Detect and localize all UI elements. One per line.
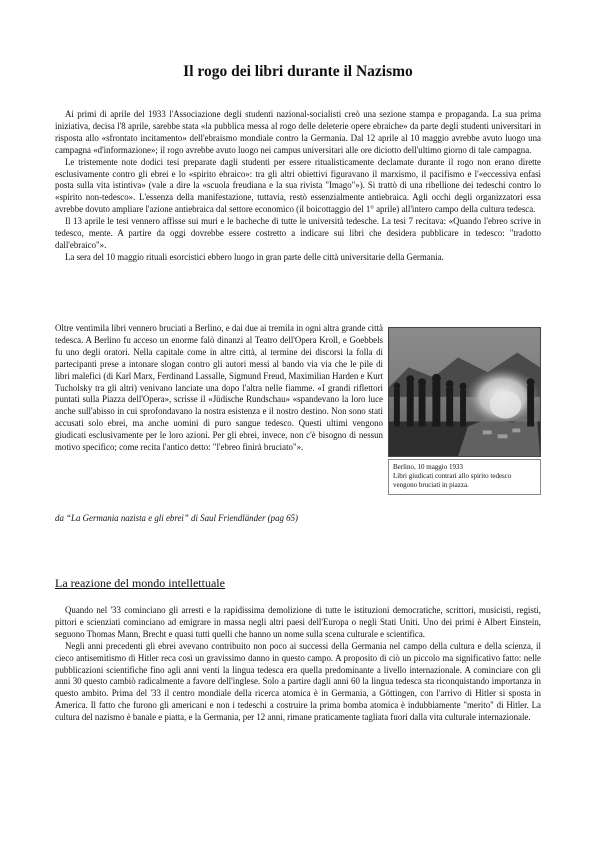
caption-line: Libri giudicati contrari allo spirito tedesco vengono bruciati in piazza.: [393, 472, 512, 489]
photo-caption: [388, 459, 541, 495]
page-title: Il rogo dei libri durante il Nazismo: [183, 63, 413, 80]
intro-paragraph: La sera del 10 maggio rituali esorcistici ebbero luogo in gran parte delle città universitarie della Germania.: [65, 251, 444, 262]
photo-figure: [388, 327, 541, 495]
intro-text: [55, 109, 541, 264]
intro-paragraph: Ai primi di aprile del 1933 l'Associazione degli studenti nazional-socialisti creò una sezione stampa e propaganda. La sua prima iniziativa, decisa l'8 aprile, sarebbe stata «la pubblica messa al rogo delle deleterie opere ebraiche» da parte degli studenti universitari in risposta allo «sfrontato incitamento» dell'ebraismo mondiale contro la Germania. Dal 12 aprile al 10 maggio avrebbe avuto luogo una campagna «d'informazione»; il rogo avrebbe avuto luogo nei campus universitari alle ore diciotto dell'ultimo giorno di tale campagna.: [55, 109, 541, 155]
caption-line: Berlino, 10 maggio 1933: [393, 463, 463, 471]
intro-paragraph: Le tristemente note dodici tesi preparate dagli studenti per essere ritualisticamente declamate durante il rogo non erano dirette esclusivamente contro gli ebrei e lo «spirito ebraico»: tra gli altri obiettivi figuravano il marxismo, il pacifismo e l'«eccessiva enfasi posta sulla vita istintiva» (vale a dire la «scuola freudiana e la sua rivista "Imago"»). Si trattò di una ribellione dei tedeschi contro lo «spirito non-tedesco». L'essenza della manifestazione, tuttavia, restò essenzialmente antiebraica. Agli occhi degli organizzatori essa avrebbe dovuto ampliare l'azione antiebraica dal settore economico (il boicottaggio del 1° aprile) all'intero campo della cultura tedesca.: [55, 156, 541, 215]
source-citation: da “La Germania nazista e gli ebrei” di Saul Friendländer (pag 65): [55, 513, 298, 523]
section-paragraph: Quando nel '33 cominciano gli arresti e la rapidissima demolizione di tutte le istituzioni democratiche, scrittori, musicisti, registi, pittori e scienziati cominciano ad emigrare in massa negli altri paesi dell'Europa o negli Stati Uniti. Uno dei primi è Albert Einstein, seguono Thomas Mann, Brecht e quasi tutti quelli che hanno un nome sulla scena culturale e scientifica.: [55, 605, 541, 639]
section-text: [55, 605, 541, 724]
wrapped-text-column: [55, 323, 383, 454]
section-heading: La reazione del mondo intellettuale: [55, 576, 225, 590]
intro-paragraph: Il 13 aprile le tesi vennero affisse sui muri e le bacheche di tutte le università tedesche. La tesi 7 recitava: «Quando l'ebreo scrive in tedesco, mente. A partire da oggi dovrebbe essere costretto a indicare sui libri che desidera pubblicare in tedesco: "tradotto dall'ebraico"».: [55, 216, 541, 250]
berlin-paragraph: Oltre ventimila libri vennero bruciati a Berlino, e dai due ai tremila in ogni altra grande città tedesca. A Berlino fu acceso un enorme falò dinanzi al Teatro dell'Opera Kroll, e Goebbels fu uno degli oratori. Nella capitale come in altre città, al termine dei discorsi la folla di partecipanti prese a intonare slogan contro gli autori messi al bando via via che le pile di libri malefici (di Karl Marx, Ferdinand Lassalle, Sigmund Freud, Maximilian Harden e Kurt Tucholsky tra gli altri) venivano lanciate una dopo l'altra nelle fiamme. «I grandi riflettori puntati sulla Piazza dell'Opera», scrisse il «Jüdische Rundschau» «spandevano la loro luce anche sull'abisso in cui sprofondavano la nostra esistenza e il nostro destino. Non sono stati accusati solo ebrei, ma anche uomini di puro sangue tedesco. Questi ultimi vengono giudicati esclusivamente per le loro azioni. Per gli ebrei, invece, non c'è bisogno di nessun motivo specifico; come recita l'antico detto: "l'ebreo finirà bruciato"».: [55, 323, 383, 453]
book-burning-photo: [388, 327, 541, 457]
section-paragraph: Negli anni precedenti gli ebrei avevano contribuito non poco ai successi della Germania nel campo della cultura e della scienza, il cieco antisemitismo di Hitler reca così un gravissimo danno in questo campo. A proposito di ciò un piccolo ma significativo fatto: nelle pubblicazioni scientifiche fino agli anni venti la lingua tedesca era quella predominante a livello internazionale. A cominciare con gli anni 30 questo cambiò radicalmente a favore dell'inglese. Solo a partire dagli anni 60 la lingua tedesca sta riconquistando importanza in questo ambito. Prima del '33 il centro mondiale della ricerca atomica è in Germania, a Göttingen, con l'arrivo di Hitler si sposta in America. Il fatto che furono gli americani e non i tedeschi a costruire la prima bomba atomica è indubbiamente "merito" di Hitler. La cultura del nazismo è banale e piatta, e la Germania, per 12 anni, rimane praticamente tagliata fuori dalla vita culturale internazionale.: [55, 640, 541, 723]
